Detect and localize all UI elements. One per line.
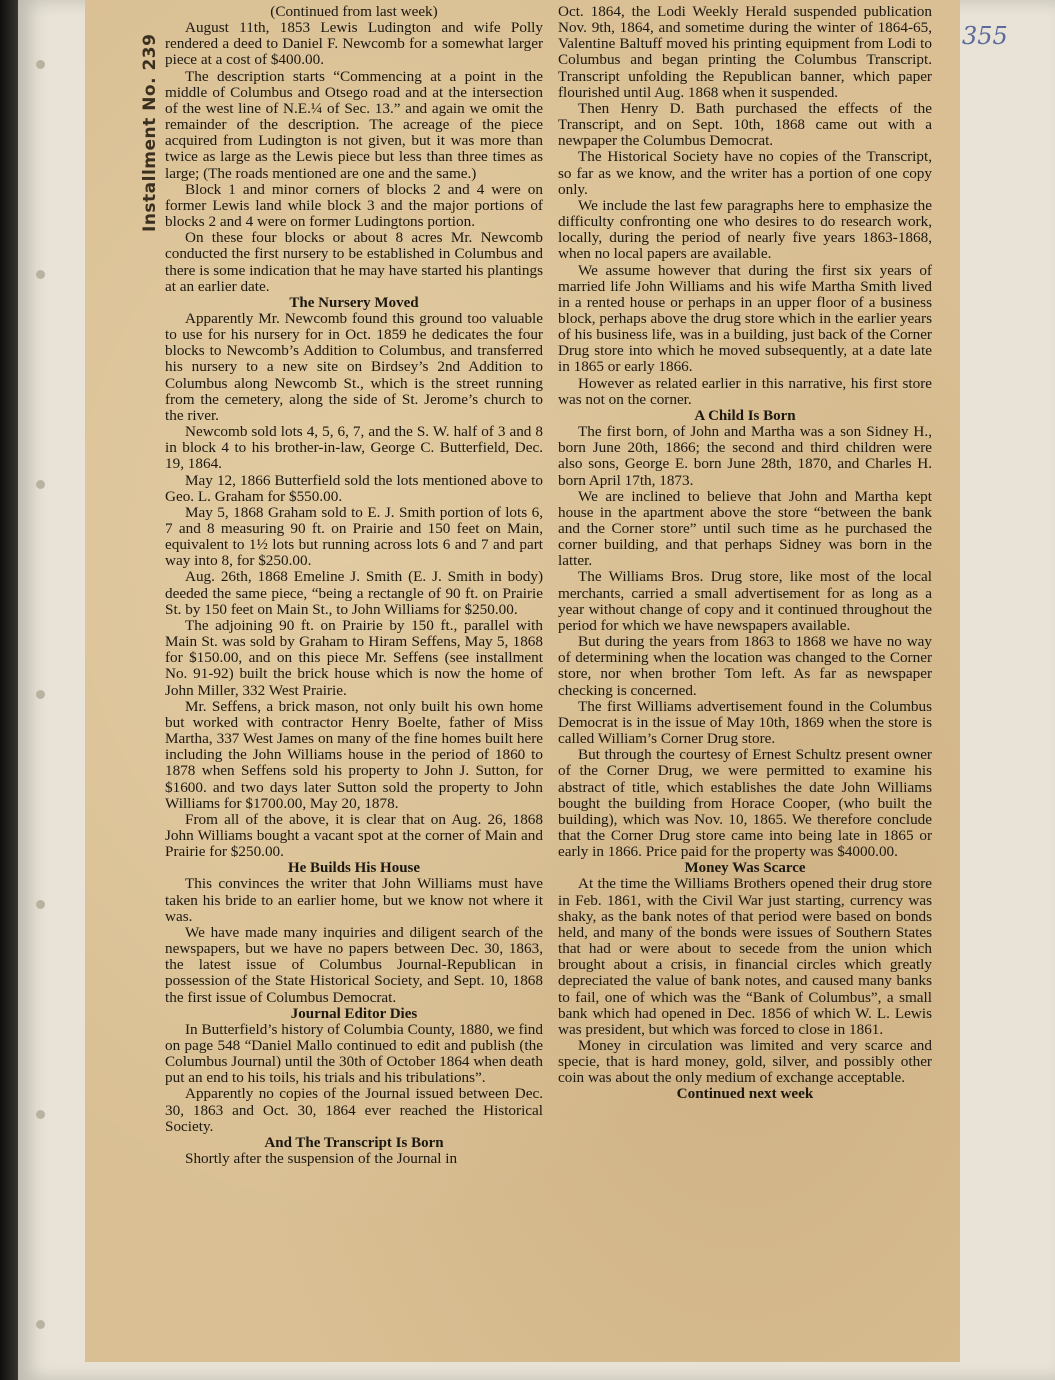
paragraph: Block 1 and minor corners of blocks 2 and 4 were on former Lewis land while block 3 and the major portions of blocks 2 and 4 were on former Ludingtons portion. <box>165 180 543 231</box>
binding-hole <box>36 480 45 489</box>
paragraph: We are inclined to believe that John and Martha kept house in the apartment above the store “between the bank and the Corner store” until such time as he purchased the corner building, and that perhaps Sidney was born in the latter. <box>558 487 932 570</box>
binding-hole <box>36 1320 45 1329</box>
page-number: 355 <box>962 22 1008 50</box>
paragraph: The adjoining 90 ft. on Prairie by 150 ft., parallel with Main St. was sold by Graham to Hiram Seffens, May 5, 1868 for $150.00, and on this piece Mr. Seffens (see installment No. 91-92) built the brick house which is now the home of John Miller, 332 West Prairie. <box>165 616 543 699</box>
binding-hole <box>36 270 45 279</box>
paragraph: The Williams Bros. Drug store, like most of the local merchants, carried a small advertisement for as long as a year without change of copy and it continued throughout the period for which we have newspapers available. <box>558 568 932 634</box>
paragraph: However as related earlier in this narrative, his first store was not on the corner. <box>558 374 932 408</box>
continued-next-week: Continued next week <box>676 1085 814 1103</box>
paragraph: On these four blocks or about 8 acres Mr. Newcomb conducted the first nursery to be established in Columbus and there is some indication that he may have started his plantings at an earlier date. <box>165 229 543 295</box>
right-column <box>558 4 932 1103</box>
paragraph: In Butterfield’s history of Columbia County, 1880, we find on page 548 “Daniel Mallo continued to edit and publish (the Columbus Journal) until the 30th of October 1864 when death put an end to his toils, his trials and his tribulations”. <box>165 1020 543 1087</box>
paragraph: The first born, of John and Martha was a son Sidney H., born June 20th, 1866; the second and third children were also sons, George E. born June 28th, 1870, and Charles H. born April 17th, 1873. <box>558 423 932 489</box>
binding-hole <box>36 900 45 909</box>
paragraph: This convinces the writer that John Williams must have taken his bride to an earlier home, but we know not where it was. <box>165 875 543 925</box>
paragraph: At the time the Williams Brothers opened their drug store in Feb. 1861, with the Civil War just starting, currency was shaky, as the bank notes of that period were based on bonds held, and many of the bonds were issues of Southern States that had or were about to secede from the union which brought about a crisis, in financial circles which greatly depreciated the value of bank notes, and caused many banks to fail, one of which was the “Bank of Columbus”, a small bank which had opened in Dec. 1856 of which W. L. Lewis was president, but which was forced to close in 1861. <box>558 875 932 1038</box>
paragraph: Then Henry D. Bath purchased the effects of the Transcript, and on Sept. 10th, 1868 came out with a newpaper the Columbus Democrat. <box>558 99 932 150</box>
paragraph: The first Williams advertisement found in the Columbus Democrat is in the issue of May 10th, 1869 when the store is called William’s Corner Drug store. <box>558 697 932 748</box>
paragraph: May 12, 1866 Butterfield sold the lots mentioned above to Geo. L. Graham for $550.00. <box>165 471 543 505</box>
paragraph: But through the courtesy of Ernest Schultz present owner of the Corner Drug, we were permitted to examine his abstract of title, which establishes the date John Williams bought the building from Horace Cooper, (who built the building), which was Nov. 10, 1865. We therefore conclude that the Corner Drug store came into being late in 1865 or early in 1866. Price paid for the property was $4000.00. <box>558 746 932 861</box>
continued-note: (Continued from last week) <box>270 3 438 20</box>
installment-label: Installment No. 239 <box>140 33 160 232</box>
section-heading: And The Transcript Is Born <box>264 1134 444 1151</box>
paragraph: The Historical Society have no copies of the Transcript, so far as we know, and the writer has a portion of one copy only. <box>558 148 932 198</box>
paragraph: Money in circulation was limited and very scarce and specie, that is hard money, gold, silver, and possibly other coin was about the only medium of exchange acceptable. <box>558 1037 932 1087</box>
binding-holes <box>30 0 50 1380</box>
paragraph: We have made many inquiries and diligent search of the newspapers, but we have no papers between Dec. 30, 1863, the latest issue of Columbus Journal-Republican in possession of the State Historical Society, and Sept. 10, 1868 the first issue of Columbus Democrat. <box>165 923 543 1006</box>
paragraph: Mr. Seffens, a brick mason, not only built his own home but worked with contractor Henry Boelte, father of Miss Martha, 337 West James on many of the fine homes built here including the John Williams house in the period of 1860 to 1878 when Seffens sold his property to John J. Sutton, for $1600. and two days later Sutton sold the property to John Williams for $1700.00, May 20, 1878. <box>165 697 543 812</box>
paragraph: August 11th, 1853 Lewis Ludington and wife Polly rendered a deed to Daniel F. Newcomb for a somewhat larger piece at a cost of $400.00. <box>165 19 543 69</box>
left-column <box>165 4 543 1167</box>
paragraph: The description starts “Commencing at a point in the middle of Columbus and Otsego road and at the intersection of the west line of N.E.¼ of Sec. 13.” and again we omit the remainder of the description. The acreage of the piece acquired from Ludington is not given, but it was more than twice as large as the Lewis piece but less than three times as large; (The roads mentioned are one and the same.) <box>165 67 543 182</box>
binding-hole <box>36 690 45 699</box>
paragraph: Newcomb sold lots 4, 5, 6, 7, and the S. W. half of 3 and 8 in block 4 to his brother-in-law, George C. Butterfield, Dec. 19, 1864. <box>165 423 543 473</box>
section-heading: A Child Is Born <box>694 407 796 424</box>
section-heading: Journal Editor Dies <box>290 1005 418 1022</box>
paragraph: Shortly after the suspension of the Journal in <box>185 1150 458 1168</box>
paragraph: Apparently no copies of the Journal issued between Dec. 30, 1863 and Oct. 30, 1864 ever reached the Historical Society. <box>165 1085 543 1135</box>
paragraph: Oct. 1864, the Lodi Weekly Herald suspended publication Nov. 9th, 1864, and sometime during the winter of 1864-65, Valentine Baltuff moved his printing equipment from Lodi to Columbus and began printing the Columbus Transcript. Transcript unfolding the Republican banner, which paper flourished until Aug. 1868 when it suspended. <box>558 3 932 101</box>
paragraph: From all of the above, it is clear that on Aug. 26, 1868 John Williams bought a vacant spot at the corner of Main and Prairie for $250.00. <box>165 810 543 861</box>
paragraph: Aug. 26th, 1868 Emeline J. Smith (E. J. Smith in body) deeded the same piece, “being a rectangle of 90 ft. on Prairie St. by 150 feet on Main St., to John Williams for $250.00. <box>165 568 543 618</box>
paragraph: We include the last few paragraphs here to emphasize the difficulty confronting one who desires to do research work, locally, during the period of nearly five years 1863-1868, when no local papers are available. <box>558 196 932 263</box>
section-heading: The Nursery Moved <box>289 294 419 311</box>
section-heading: He Builds His House <box>287 860 421 877</box>
section-heading: Money Was Scarce <box>684 860 806 877</box>
binding-hole <box>36 60 45 69</box>
paragraph: Apparently Mr. Newcomb found this ground too valuable to use for his nursery for in Oct. 1859 he dedicates the four blocks to Newcomb’s Addition to Columbus, and transferred his nursery to a new site on Birdsey’s 2nd Addition to Columbus along Newcomb St., which is the street running from the cemetery, along the side of St. Jerome’s church to the river. <box>165 309 543 424</box>
paragraph: We assume however that during the first six years of married life John Williams and his wife Martha Smith lived in a rented house or perhaps in an upper floor of a business block, perhaps above the drug store which in the earlier years of his business life, was in a building, just back of the Corner Drug store into which he moved subsequently, at a date late in 1865 or early 1866. <box>558 261 932 376</box>
binding-hole <box>36 1110 45 1119</box>
paragraph: May 5, 1868 Graham sold to E. J. Smith portion of lots 6, 7 and 8 measuring 90 ft. on Prairie and 150 feet on Main, equivalent to 1½ lots but running across lots 6 and 7 and part way into 8, for $250.00. <box>165 503 543 570</box>
binding-edge <box>0 0 18 1380</box>
paragraph: But during the years from 1863 to 1868 we have no way of determining when the location was changed to the Corner store, nor when brother Tom left. As far as newspaper checking is concerned. <box>558 633 932 699</box>
